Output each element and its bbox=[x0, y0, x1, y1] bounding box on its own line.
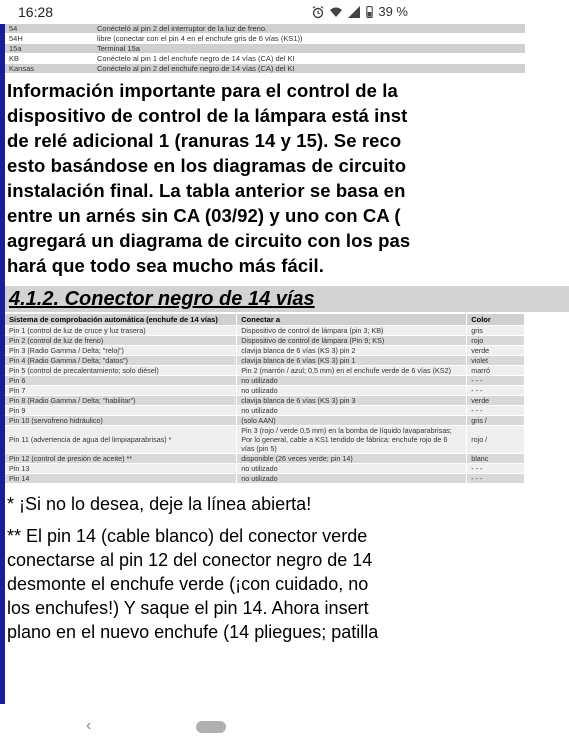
table-cell: - - - bbox=[467, 376, 525, 386]
footnote-1: * ¡Si no lo desea, deje la línea abierta! bbox=[7, 494, 312, 514]
table-cell: - - - bbox=[467, 474, 525, 484]
table-cell: gris / bbox=[467, 416, 525, 426]
table-row bbox=[5, 396, 525, 406]
table-cell: marró bbox=[467, 366, 525, 376]
table-cell: blanc bbox=[467, 454, 525, 464]
table-cell: 54 bbox=[5, 24, 93, 34]
table-cell: Terminal 15a bbox=[93, 44, 525, 54]
table-cell: Pin 2 (control de luz de freno) bbox=[5, 336, 237, 346]
table-row bbox=[5, 376, 525, 386]
table-row bbox=[5, 326, 525, 336]
note-line: ** El pin 14 (cable blanco) del conector verde bbox=[7, 526, 368, 546]
paragraph-line: esto basándose en los diagramas de circuito bbox=[7, 155, 407, 176]
table-row bbox=[5, 474, 525, 484]
table-cell: Pin 10 (servofreno hidráulico) bbox=[5, 416, 237, 426]
navigation-bar bbox=[0, 704, 422, 750]
table-cell: Dispositivo de control de lámpara (Pin 9; KS) bbox=[237, 336, 467, 346]
status-icons bbox=[311, 4, 408, 19]
table-cell: - - - bbox=[467, 386, 525, 396]
table-cell: Pin 7 bbox=[5, 386, 237, 396]
table-row bbox=[5, 426, 525, 454]
table-cell: - - - bbox=[467, 406, 525, 416]
table-cell: no utilizado bbox=[237, 474, 467, 484]
table-cell: Pin 4 (Radio Gamma / Delta; "datos") bbox=[5, 356, 237, 366]
table-cell: no utilizado bbox=[237, 376, 467, 386]
table-cell: Conécteló al pin 2 del interruptor de la luz de freno. bbox=[93, 24, 525, 34]
table-row bbox=[5, 416, 525, 426]
table-cell: 54H bbox=[5, 34, 93, 44]
battery-percent: 39 % bbox=[378, 4, 408, 19]
table-cell: disponible (26 veces verde; pin 14) bbox=[237, 454, 467, 464]
table-header: Sistema de comprobación automática (enchufe de 14 vías) bbox=[5, 314, 237, 326]
paragraph-line: de relé adicional 1 (ranuras 14 y 15). Se reco bbox=[7, 130, 402, 151]
table-cell: Conéctelo al pin 1 del enchufe negro de 14 vías (CA) del KI bbox=[93, 54, 525, 64]
status-bar bbox=[0, 0, 422, 24]
table-cell: 15a bbox=[5, 44, 93, 54]
pin-table bbox=[5, 314, 525, 484]
table-row bbox=[5, 386, 525, 396]
note-line: desmonte el enchufe verde (¡con cuidado, no bbox=[7, 574, 369, 594]
table-row bbox=[5, 44, 525, 54]
table-cell: Pin 13 bbox=[5, 464, 237, 474]
note-line: plano en el nuevo enchufe (14 pliegues; patilla bbox=[7, 622, 379, 642]
table-row bbox=[5, 356, 525, 366]
table-cell: Kansas bbox=[5, 64, 93, 74]
section-heading: 4.1.2. Conector negro de 14 vías bbox=[5, 286, 569, 312]
table-cell: Pin 11 (advertencia de agua del limpiaparabrisas) * bbox=[5, 426, 237, 454]
note-line: los enchufes!) Y saque el pin 14. Ahora insert bbox=[7, 598, 369, 618]
home-pill-button[interactable] bbox=[196, 721, 226, 733]
paragraph-line: agregará un diagrama de circuito con los pas bbox=[7, 230, 411, 251]
paragraph-line: Información importante para el control de la bbox=[7, 80, 398, 101]
table-cell: Pin 9 bbox=[5, 406, 237, 416]
table-cell: clavija blanca de 6 vías (KS 3) pin 3 bbox=[237, 396, 467, 406]
table-cell: Conéctelo al pin 2 del enchufe negro de 14 vías (CA) del KI bbox=[93, 64, 525, 74]
top-table bbox=[5, 24, 525, 74]
table-cell: Pin 14 bbox=[5, 474, 237, 484]
table-cell: - - - bbox=[467, 464, 525, 474]
paragraph-line: dispositivo de control de la lámpara está inst bbox=[7, 105, 408, 126]
table-cell: Pin 12 (control de presión de aceite) ** bbox=[5, 454, 237, 464]
status-time: 16:28 bbox=[18, 4, 54, 20]
alarm-icon bbox=[311, 5, 325, 19]
table-cell: Pin 8 (Radio Gamma / Delta; "habilitar") bbox=[5, 396, 237, 406]
table-cell: verde bbox=[467, 346, 525, 356]
table-row bbox=[5, 366, 525, 376]
table-cell: Dispositivo de control de lámpara (pin 3; KB) bbox=[237, 326, 467, 336]
back-icon[interactable]: ‹ bbox=[86, 717, 92, 734]
table-cell: Pin 2 (marrón / azul; 0,5 mm) en el enchufe verde de 6 vías (KS2) bbox=[237, 366, 467, 376]
table-cell: gris bbox=[467, 326, 525, 336]
table-header-row bbox=[5, 314, 525, 326]
table-row bbox=[5, 24, 525, 34]
signal-icon bbox=[347, 5, 361, 19]
table-cell: violet bbox=[467, 356, 525, 366]
table-cell: no utilizado bbox=[237, 406, 467, 416]
page-content[interactable] bbox=[0, 24, 491, 704]
table-row bbox=[5, 346, 525, 356]
table-row bbox=[5, 464, 525, 474]
table-row bbox=[5, 64, 525, 74]
table-cell: clavija blanca de 6 vías (KS 3) pin 1 bbox=[237, 356, 467, 366]
table-cell: Pin 5 (control de precalentamiento; solo diésel) bbox=[5, 366, 237, 376]
wifi-icon bbox=[329, 5, 343, 19]
table-cell: no utilizado bbox=[237, 386, 467, 396]
table-row bbox=[5, 454, 525, 464]
battery-icon bbox=[365, 5, 374, 19]
info-paragraph bbox=[5, 74, 422, 278]
table-row bbox=[5, 54, 525, 64]
footnote-2 bbox=[5, 524, 422, 644]
table-cell: rojo / bbox=[467, 426, 525, 454]
paragraph-line: instalación final. La tabla anterior se basa en bbox=[7, 180, 406, 201]
table-row bbox=[5, 34, 525, 44]
table-row bbox=[5, 336, 525, 346]
paragraph-line: entre un arnés sin CA (03/92) y uno con CA ( bbox=[7, 205, 401, 226]
paragraph-line: hará que todo sea mucho más fácil. bbox=[7, 255, 324, 276]
table-cell: libre (conectar con el pin 4 en el enchufe gris de 6 vías (KS1)) bbox=[93, 34, 525, 44]
note-line: conectarse al pin 12 del conector negro de 14 bbox=[7, 550, 373, 570]
table-header: Conectar a bbox=[237, 314, 467, 326]
table-cell: Pin 6 bbox=[5, 376, 237, 386]
table-cell: Pin 1 (control de luz de cruce y luz trasera) bbox=[5, 326, 237, 336]
table-cell: Pin 3 (Radio Gamma / Delta; "reloj") bbox=[5, 346, 237, 356]
table-cell: (solo AAN) bbox=[237, 416, 467, 426]
table-cell: verde bbox=[467, 396, 525, 406]
table-cell: clavija blanca de 6 vías (KS 3) pin 2 bbox=[237, 346, 467, 356]
table-row bbox=[5, 406, 525, 416]
table-cell: no utilizado bbox=[237, 464, 467, 474]
table-cell: rojo bbox=[467, 336, 525, 346]
table-cell: KB bbox=[5, 54, 93, 64]
table-header: Color bbox=[467, 314, 525, 326]
table-cell: Pin 3 (rojo / verde 0,5 mm) en la bomba de líquido lavaparabrisas; Por lo general, cable a KS1 tendido de fábrica: enchufe rojo de 6 vías (pin 5) bbox=[237, 426, 467, 454]
